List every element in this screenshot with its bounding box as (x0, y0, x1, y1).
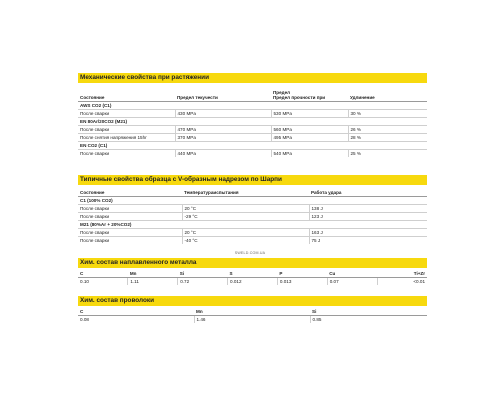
header-element: S (228, 270, 278, 278)
cell-value: 0.013 (277, 278, 327, 286)
cell-temperature: -29 °C (182, 213, 309, 221)
cell-impact-energy: 123 J (309, 213, 427, 221)
header-element: C (78, 270, 128, 278)
cell-impact-energy: 138 J (309, 205, 427, 213)
header-element: Mn (194, 308, 310, 316)
wire-chem-section (78, 296, 427, 323)
group-row (78, 197, 427, 205)
table-row (78, 316, 427, 324)
cell-elongation: 30 % (348, 110, 427, 118)
table-header-row (78, 308, 427, 316)
tensile-table (78, 87, 427, 157)
table-row (78, 229, 427, 237)
table-row (78, 213, 427, 221)
header-condition: Состояние (78, 87, 175, 102)
cell-value: 0.10 (78, 278, 128, 286)
cell-value: <0.01 (377, 278, 427, 286)
group-row (78, 221, 427, 229)
cell-elongation: 28 % (348, 134, 427, 142)
cell-condition: После сварки (78, 150, 175, 158)
cell-condition: После сварки (78, 229, 182, 237)
group-row (78, 102, 427, 110)
cell-impact-energy: 163 J (309, 229, 427, 237)
table-row (78, 126, 427, 134)
cell-value: 0.07 (327, 278, 377, 286)
cell-temperature: -40 °C (182, 237, 309, 245)
cell-tensile: 495 MPa (271, 134, 348, 142)
tensile-title: Механические свойства при растяжении (78, 73, 427, 83)
header-element: C (78, 308, 194, 316)
cell-temperature: 20 °C (182, 229, 309, 237)
header-elongation: Удлинение (348, 87, 427, 102)
header-element: Ti+Zr (377, 270, 427, 278)
cell-condition: После сварки (78, 110, 175, 118)
tensile-section (78, 73, 427, 157)
table-row (78, 150, 427, 158)
cell-tensile: 540 MPa (271, 150, 348, 158)
cell-temperature: 20 °C (182, 205, 309, 213)
cell-elongation: 26 % (348, 126, 427, 134)
header-condition: Состояние (78, 189, 182, 197)
impact-section (78, 175, 427, 244)
cell-condition: После сварки (78, 213, 182, 221)
table-header-row (78, 87, 427, 102)
group-label: M21 (80%Ar + 20%CO2) (78, 221, 427, 229)
deposit-chem-table (78, 270, 427, 285)
table-header-row (78, 270, 427, 278)
wire-chem-title: Хим. состав проволоки (78, 296, 427, 306)
impact-title: Типичные свойства образца с V-образным надрезом по Шарпи (78, 175, 427, 185)
header-impact-energy: Работа удара (309, 189, 427, 197)
table-header-row (78, 189, 427, 197)
cell-condition: После сварки (78, 205, 182, 213)
group-row (78, 142, 427, 150)
table-row (78, 205, 427, 213)
cell-value: 0.08 (78, 316, 194, 324)
cell-elongation: 25 % (348, 150, 427, 158)
cell-yield: 430 MPa (175, 110, 271, 118)
impact-table (78, 189, 427, 244)
cell-tensile: 560 MPa (271, 126, 348, 134)
header-element: Mn (128, 270, 178, 278)
wire-chem-table (78, 308, 427, 323)
header-element: Si (310, 308, 427, 316)
table-row (78, 237, 427, 245)
group-label: AWS CO2 (C1) (78, 102, 427, 110)
cell-yield: 440 MPa (175, 150, 271, 158)
cell-value: 1.11 (128, 278, 178, 286)
cell-impact-energy: 75 J (309, 237, 427, 245)
cell-value: 0.85 (310, 316, 427, 324)
group-label: EN CO2 (C1) (78, 142, 427, 150)
group-label: EN 80Ar/20CO2 (M21) (78, 118, 427, 126)
deposit-chem-title: Хим. состав наплавленного металла (78, 258, 427, 268)
deposit-chem-section (78, 258, 427, 285)
cell-condition: После сварки (78, 126, 175, 134)
cell-tensile: 530 MPa (271, 110, 348, 118)
cell-yield: 470 MPa (175, 126, 271, 134)
header-element: Cu (327, 270, 377, 278)
header-tensile: Предел Предел прочности при (271, 87, 348, 102)
header-yield: Предел текучести (175, 87, 271, 102)
group-row (78, 118, 427, 126)
cell-value: 0.72 (178, 278, 228, 286)
group-label: C1 (100% CO2) (78, 197, 427, 205)
watermark-text: SWELD.COM.UA (234, 251, 266, 255)
header-element: P (277, 270, 327, 278)
header-temperature: Температураиспытания (182, 189, 309, 197)
cell-value: 1.46 (194, 316, 310, 324)
table-row (78, 278, 427, 286)
cell-condition: После снятия напряжения 15hr (78, 134, 175, 142)
header-element: Si (178, 270, 228, 278)
cell-condition: После сварки (78, 237, 182, 245)
cell-yield: 370 MPa (175, 134, 271, 142)
table-row (78, 110, 427, 118)
table-row (78, 134, 427, 142)
cell-value: 0.012 (228, 278, 278, 286)
